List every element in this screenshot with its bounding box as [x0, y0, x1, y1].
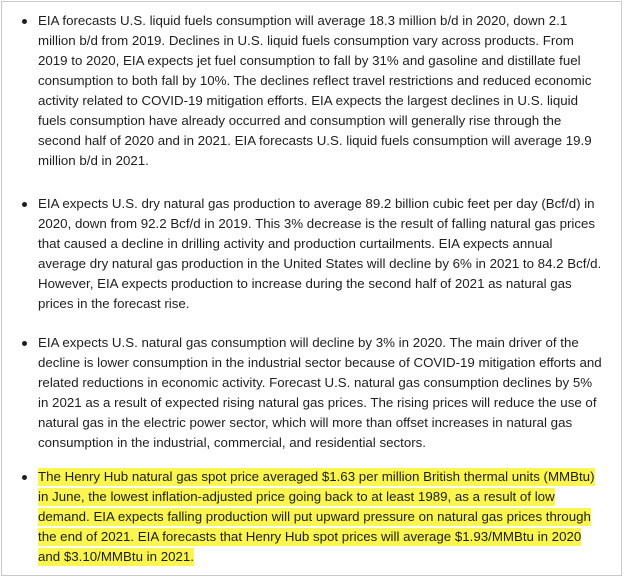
bullet-dot-icon	[22, 475, 27, 480]
bullet-dot-icon	[22, 19, 27, 24]
bullet-dot-icon	[22, 341, 27, 346]
bullet-text: EIA expects U.S. dry natural gas production to average 89.2 billion cubic feet per day (Bcf/d) in 2020, down from 92.2 Bcf/d in 2019. This 3% decrease is the result of falling natural gas prices that caused a decline in drilling activity and production curtailments. EIA expects annual average dry natural gas production in the United States will decline by 6% in 2021 to 84.2 Bcf/d. However, EIA expects production to increase during the second half of 2021 as natural gas prices in the forecast rise.	[38, 196, 602, 311]
bullet-text: EIA forecasts U.S. liquid fuels consumption will average 18.3 million b/d in 2020, down 2.1 million b/d from 2019. Declines in U.S. liquid fuels consumption vary across products. From 2019 to 2020, EIA expects jet fuel consumption to fall by 31% and gasoline and distillate fuel consumption to both fall by 10%. The declines reflect travel restrictions and reduced economic activity related to COVID-19 mitigation efforts. EIA expects the largest declines in U.S. liquid fuels consumption have already occurred and consumption will generally rise through the second half of 2020 and in 2021. EIA forecasts U.S. liquid fuels consumption will average 19.9 million b/d in 2021.	[38, 13, 592, 168]
bullet-text: EIA expects U.S. natural gas consumption will decline by 3% in 2020. The main driver of the decline is lower consumption in the industrial sector because of COVID-19 mitigation efforts and related reductions in economic activity. Forecast U.S. natural gas consumption declines by 5% in 2021 as a result of expected rising natural gas prices. The rising prices will reduce the use of natural gas in the electric power sector, which will more than offset increases in natural gas consumption in the industrial, commercial, and residential sectors.	[38, 335, 602, 450]
bullet-item-gas-production	[38, 194, 604, 314]
bullet-item-gas-consumption	[38, 333, 604, 453]
bullet-item-henry-hub	[38, 467, 604, 567]
document-panel	[1, 1, 622, 576]
highlighted-bullet-text: The Henry Hub natural gas spot price averaged $1.63 per million British thermal units (MMBtu) in June, the lowest inflation-adjusted price going back to at least 1989, as a result of low demand. EIA expects falling production will put upward pressure on natural gas prices through the end of 2021. EIA forecasts that Henry Hub spot prices will average $1.93/MMBtu in 2020 and $3.10/MMBtu in 2021.	[38, 469, 595, 564]
bullet-dot-icon	[22, 202, 27, 207]
bullet-item-liquid-fuels	[38, 11, 604, 171]
